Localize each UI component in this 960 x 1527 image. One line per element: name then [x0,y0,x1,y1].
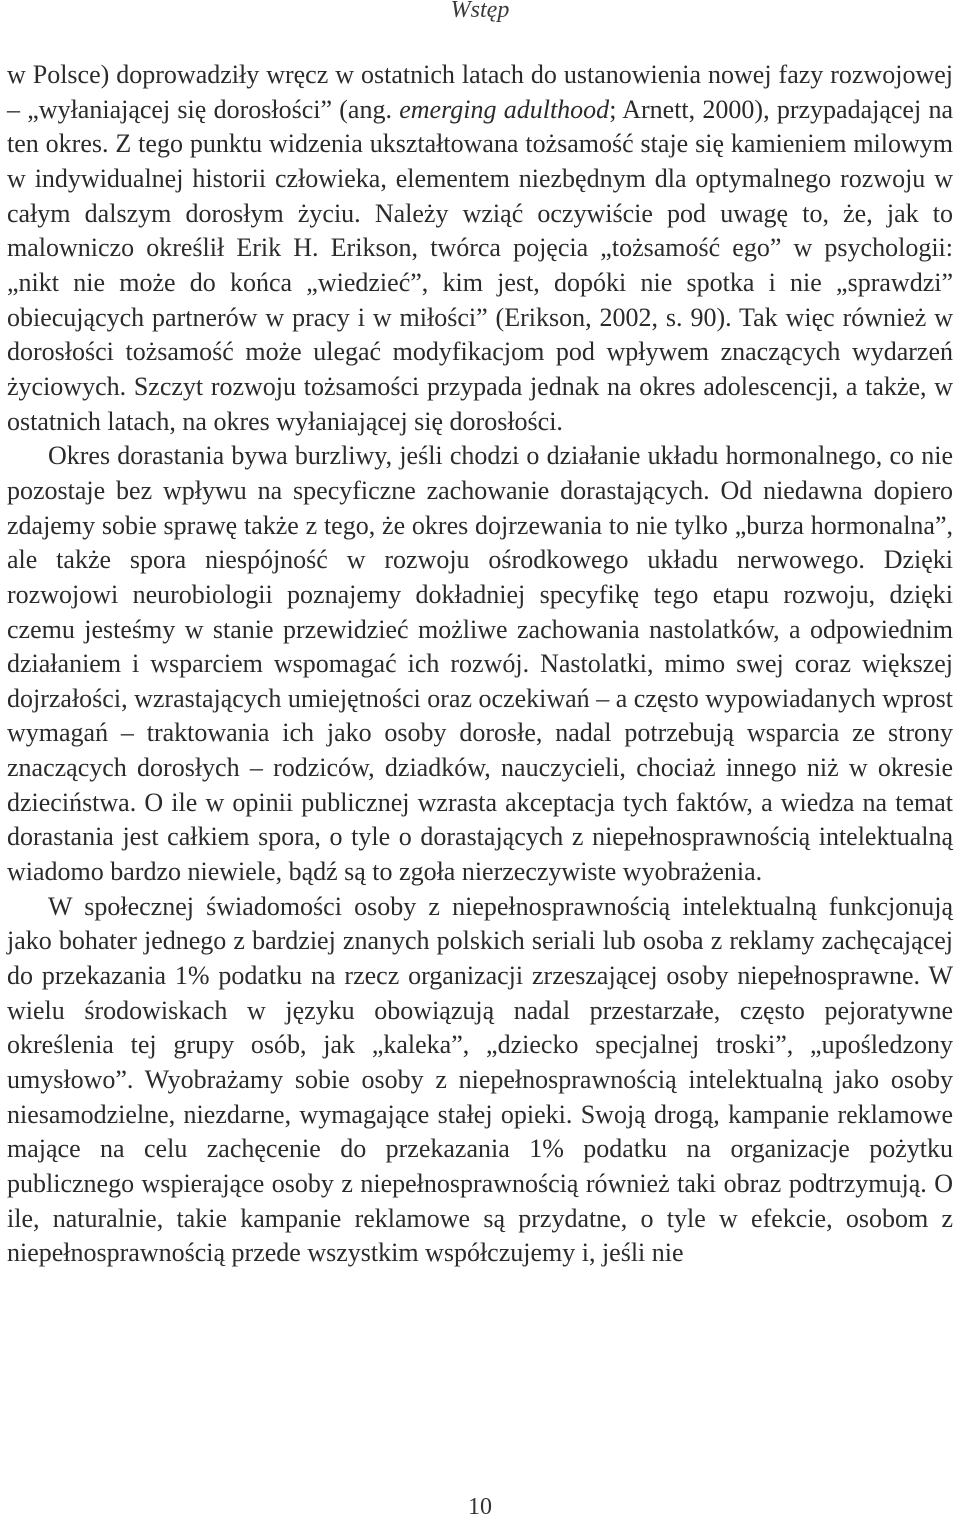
paragraph-continuation [7,58,953,439]
running-header: Wstęp [450,0,510,23]
paragraph-text: w Polsce) doprowadziły wręcz w ostatnich latach do ustanowienia nowej fazy rozwojowej – „wyłaniającej się dorosłości” (ang. [7,60,953,124]
paragraph-text: ; Arnett, 2000), przypadającej na ten okres. Z tego punktu widzenia ukształtowana tożsamość staje się kamieniem milowym w indywidualnej historii człowieka, elementem niezbędnym dla optymalnego rozwoju w całym dalszym dorosłym życiu. Należy wziąć oczywiście pod uwagę to, że, jak to malowniczo określił Erik H. Erikson, twórca pojęcia „tożsamość ego” w psychologii: „nikt nie może do końca „wiedzieć”, kim jest, dopóki nie spotka i nie „sprawdzi” obiecujących partnerów w pracy i w miłości” (Erikson, 2002, s. 90). Tak więc również w dorosłości tożsamość może ulegać modyfikacjom pod wpływem znaczących wydarzeń życiowych. Szczyt rozwoju tożsamości przypada jednak na okres adolescencji, a także, w ostatnich latach, na okres wyłaniającej się dorosłości. [7,94,953,436]
emphasized-term: emerging adulthood [399,94,610,124]
page-number: 10 [468,1494,492,1520]
page-body [7,58,953,1271]
paragraph-adolescence: Okres dorastania bywa burzliwy, jeśli chodzi o działanie układu hormonalnego, co nie pozostaje bez wpływu na specyficzne zachowanie dorastających. Od niedawna dopiero zdajemy sobie sprawę także z tego, że okres dojrzewania to nie tylko „burza hormonalna”, ale także spora niespójność w rozwoju ośrodkowego układu nerwowego. Dzięki rozwojowi neurobiologii poznajemy dokładniej specyfikę tego etapu rozwoju, dzięki czemu jesteśmy w stanie przewidzieć możliwe zachowania nastolatków, a odpowiednim działaniem i wsparciem wspomagać ich rozwój. Nastolatki, mimo swej coraz większej dojrzałości, wzrastających umiejętności oraz oczekiwań – a często wypowiadanych wprost wymagań – traktowania ich jako osoby dorosłe, nadal potrzebują wsparcia ze strony znaczących dorosłych – rodziców, dziadków, nauczycieli, chociaż innego niż w okresie dzieciństwa. O ile w opinii publicznej wzrasta akceptacja tych faktów, a wiedza na temat dorastania jest całkiem spora, o tyle o dorastających z niepełnosprawnością intelektualną wiadomo bardzo niewiele, bądź są to zgoła nierzeczywiste wyobrażenia. [7,441,953,887]
paragraph-social-awareness: W społecznej świadomości osoby z niepełnosprawnością intelektualną funkcjonują jako bohater jednego z bardziej znanych polskich seriali lub osoba z reklamy zachęcającej do przekazania 1% podatku na rzecz organizacji zrzeszającej osoby niepełnosprawne. W wielu środowiskach w języku obowiązują nadal przestarzałe, często pejoratywne określenia tej grupy osób, jak „kaleka”, „dziecko specjalnej troski”, „upośledzony umysłowo”. Wyobrażamy sobie osoby z niepełnosprawnością intelektualną jako osoby niesamodzielne, niezdarne, wymagające stałej opieki. Swoją drogą, kampanie reklamowe mające na celu zachęcenie do przekazania 1% podatku na organizacje pożytku publicznego wspierające osoby z niepełnosprawnością również taki obraz podtrzymują. O ile, naturalnie, takie kampanie reklamowe są przydatne, o tyle w efekcie, osobom z niepełnosprawnością przede wszystkim współczujemy i, jeśli nie [7,891,953,1268]
